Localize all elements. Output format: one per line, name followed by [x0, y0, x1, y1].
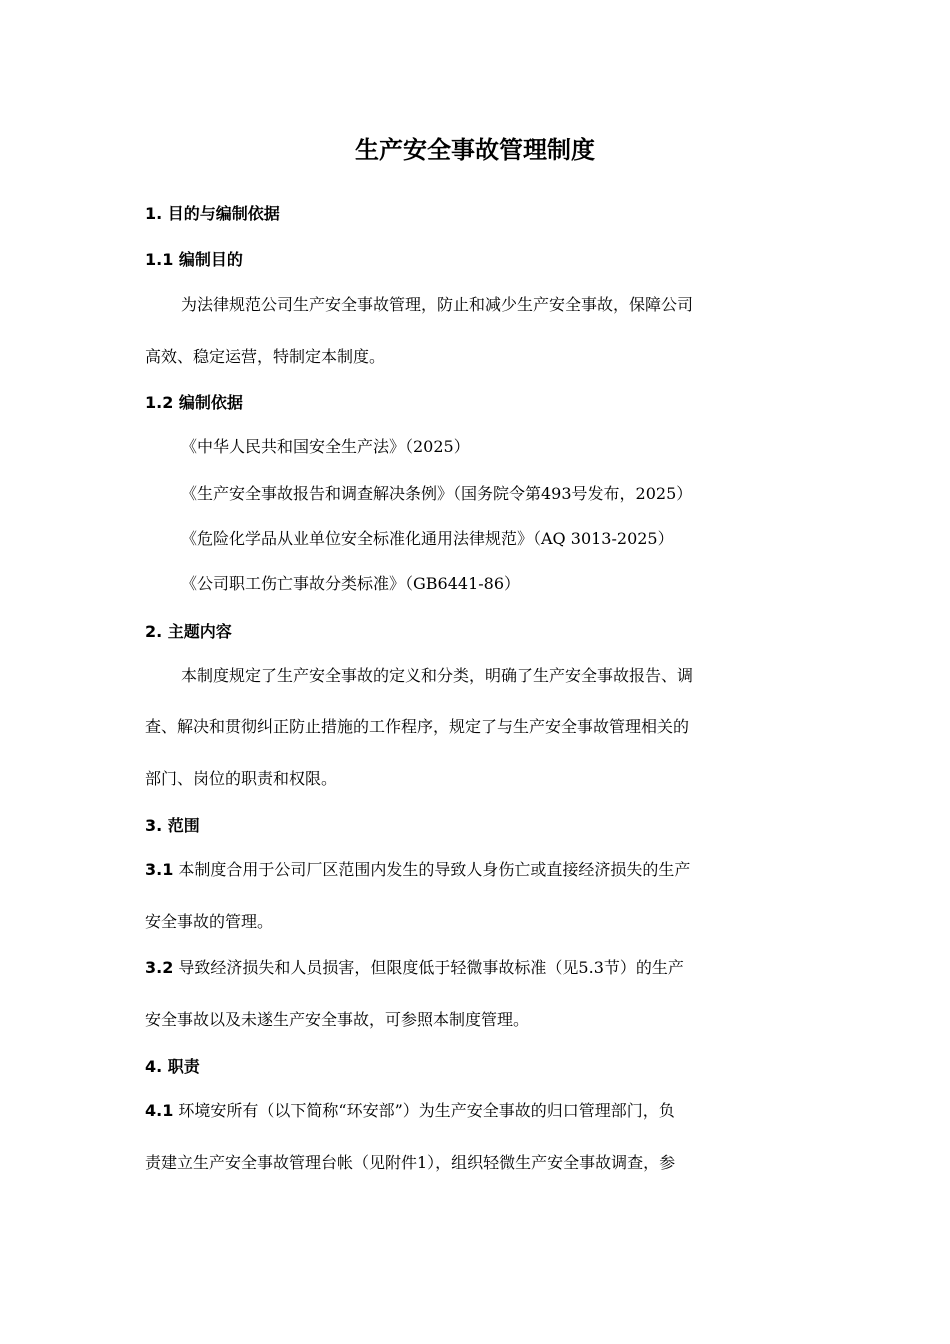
section-3-1-number: 3.1 — [145, 860, 174, 879]
section-3-2-line-1 — [145, 956, 807, 980]
section-3-heading: 3. 范围 — [145, 816, 200, 835]
section-1-1-heading: 1.1 编制目的 — [145, 250, 243, 269]
section-1-1-text-line-1: 为法律规范公司生产安全事故管理，防止和减少生产安全事故，保障公司 — [181, 295, 694, 314]
section-3-1-line-1 — [145, 858, 807, 882]
section-2-heading: 2. 主题内容 — [145, 622, 232, 641]
section-3-2-line-2: 安全事故以及未遂生产安全事故，可参照本制度管理。 — [145, 1010, 530, 1029]
section-1-1-text-line-2: 高效、稳定运营，特制定本制度。 — [145, 347, 386, 366]
section-3-1-line-2: 安全事故的管理。 — [145, 912, 274, 931]
section-3-1-text: 本制度合用于公司厂区范围内发生的导致人身伤亡或直接经济损失的生产 — [173, 860, 691, 879]
section-2-text-line-1: 本制度规定了生产安全事故的定义和分类，明确了生产安全事故报告、调 — [181, 666, 694, 685]
section-3-2-text: 导致经济损失和人员损害，但限度低于轻微事故标准（见5.3节）的生产 — [173, 958, 684, 977]
section-4-heading: 4. 职责 — [145, 1057, 200, 1076]
reference-item: 《公司职工伤亡事故分类标准》（GB6441-86） — [181, 574, 521, 593]
section-4-1-line-2: 责建立生产安全事故管理台帐（见附件1），组织轻微生产安全事故调查，参 — [145, 1153, 676, 1172]
reference-item: 《中华人民共和国安全生产法》（2025） — [181, 437, 470, 456]
document-title: 生产安全事故管理制度 — [355, 136, 595, 164]
section-4-1-text: 环境安所有（以下简称“环安部”）为生产安全事故的归口管理部门，负 — [173, 1101, 675, 1120]
section-2-text-line-2: 查、解决和贯彻纠正防止措施的工作程序，规定了与生产安全事故管理相关的 — [145, 717, 690, 736]
reference-item: 《生产安全事故报告和调查解决条例》（国务院令第493号发布，2025） — [181, 484, 693, 503]
section-1-heading: 1. 目的与编制依据 — [145, 204, 280, 223]
section-4-1-line-1 — [145, 1099, 807, 1123]
section-2-text-line-3: 部门、岗位的职责和权限。 — [145, 769, 338, 788]
section-1-2-heading: 1.2 编制依据 — [145, 393, 243, 412]
section-3-2-number: 3.2 — [145, 958, 174, 977]
section-4-1-number: 4.1 — [145, 1101, 174, 1120]
reference-item: 《危险化学品从业单位安全标准化通用法律规范》（AQ 3013-2025） — [181, 529, 674, 548]
